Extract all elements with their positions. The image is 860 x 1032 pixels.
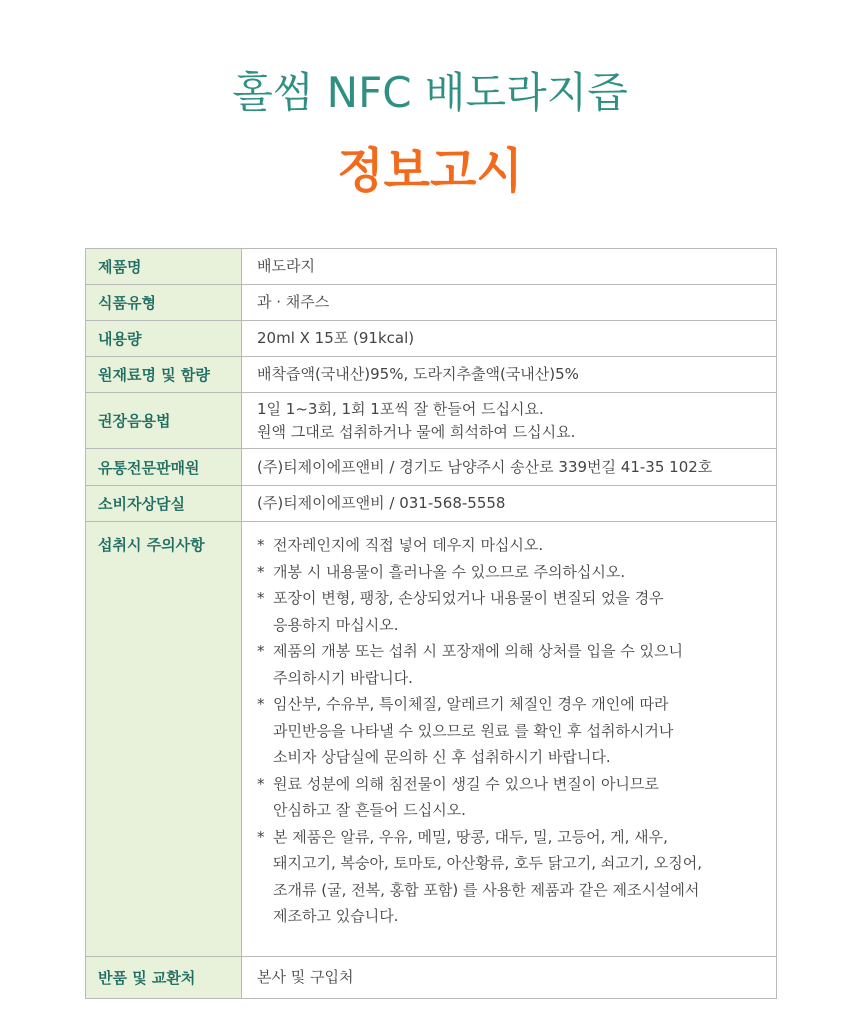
caution-line: 전자레인지에 직접 넣어 데우지 마십시오. xyxy=(273,536,544,554)
caution-line: 원료 성분에 의해 침전물이 생길 수 있으나 변질이 아니므로 xyxy=(273,774,659,793)
caution-item xyxy=(257,638,776,691)
table-row xyxy=(86,486,777,522)
caution-list xyxy=(257,532,776,930)
table-row xyxy=(86,522,777,957)
asterisk-mark: * xyxy=(257,642,265,660)
product-info-table xyxy=(85,248,777,999)
caution-line: 임산부, 수유부, 특이체질, 알레르기 체질인 경우 개인에 따라 xyxy=(273,695,669,713)
caution-item xyxy=(257,585,776,638)
row-label-food-type: 식품유형 xyxy=(86,285,242,321)
caution-item xyxy=(257,559,776,586)
caution-line: 포장이 변형, 팽창, 손상되었거나 내용물이 변질되 었을 경우 xyxy=(273,589,664,607)
row-value-consumer-center: (주)티제이에프앤비 / 031-568-5558 xyxy=(242,486,777,522)
row-label-return: 반품 및 교환처 xyxy=(86,957,242,999)
asterisk-mark: * xyxy=(257,562,265,581)
notice-heading: 정보고시 xyxy=(337,143,523,199)
row-label-consumer-center: 소비자상담실 xyxy=(86,486,242,522)
caution-line: 본 제품은 알류, 우유, 메밀, 땅콩, 대두, 밀, 고등어, 게, 새우, xyxy=(273,827,668,846)
caution-line: 개봉 시 내용물이 흘러나올 수 있으므로 주의하십시오. xyxy=(273,562,626,581)
caution-line: 안심하고 잘 흔들어 드십시오. xyxy=(273,801,466,819)
row-value-food-type: 과 · 채주스 xyxy=(242,285,777,321)
caution-item xyxy=(257,824,776,930)
caution-line: 응용하지 마십시오. xyxy=(273,615,399,634)
table-row xyxy=(86,249,777,285)
table-row xyxy=(86,957,777,999)
row-value-caution xyxy=(242,522,777,957)
row-value-ingredients: 배착즙액(국내산)95%, 도라지추출액(국내산)5% xyxy=(242,357,777,393)
caution-line: 소비자 상담실에 문의하 신 후 섭취하시기 바랍니다. xyxy=(273,748,611,766)
asterisk-mark: * xyxy=(257,827,265,846)
table-row xyxy=(86,449,777,486)
asterisk-mark: * xyxy=(257,774,265,793)
row-value-volume: 20ml X 15포 (91kcal) xyxy=(242,321,777,357)
row-label-ingredients: 원재료명 및 함량 xyxy=(86,357,242,393)
row-value-return: 본사 및 구입처 xyxy=(242,957,777,999)
asterisk-mark: * xyxy=(257,536,265,554)
product-title: 홀썸 NFC 배도라지즙 xyxy=(232,68,628,117)
table-row xyxy=(86,285,777,321)
caution-item xyxy=(257,771,776,824)
row-label-caution: 섭취시 주의사항 xyxy=(86,522,242,957)
caution-line: 과민반응을 나타낼 수 있으므로 원료 를 확인 후 섭취하시거나 xyxy=(273,721,674,740)
table-row xyxy=(86,321,777,357)
row-value-distributor: (주)티제이에프앤비 / 경기도 남양주시 송산로 339번길 41-35 102호 xyxy=(242,449,777,486)
caution-line: 주의하시기 바랍니다. xyxy=(273,668,413,687)
caution-line: 제조하고 있습니다. xyxy=(273,907,399,925)
caution-item xyxy=(257,532,776,559)
row-value-product-name: 배도라지 xyxy=(242,249,777,285)
recommended-use-line: 1일 1~3회, 1회 1포씩 잘 한들어 드십시요. xyxy=(257,399,544,418)
table-row xyxy=(86,357,777,393)
row-label-product-name: 제품명 xyxy=(86,249,242,285)
row-label-recommended-use: 권장음용법 xyxy=(86,393,242,449)
caution-line: 제품의 개봉 또는 섭취 시 포장재에 의해 상처를 입을 수 있으니 xyxy=(273,642,683,660)
row-value-recommended-use xyxy=(242,393,777,449)
caution-item xyxy=(257,691,776,771)
row-label-distributor: 유통전문판매원 xyxy=(86,449,242,486)
asterisk-mark: * xyxy=(257,695,265,713)
recommended-use-line: 원액 그대로 섭취하거나 물에 희석하여 드십시요. xyxy=(257,422,576,441)
caution-line: 돼지고기, 복숭아, 토마토, 아산황류, 호두 닭고기, 쇠고기, 오징어, xyxy=(273,854,703,872)
table-row xyxy=(86,393,777,449)
caution-line: 조개류 (굴, 전복, 홍합 포함) 를 사용한 제품과 같은 제조시설에서 xyxy=(273,880,700,899)
row-label-volume: 내용량 xyxy=(86,321,242,357)
asterisk-mark: * xyxy=(257,589,265,607)
